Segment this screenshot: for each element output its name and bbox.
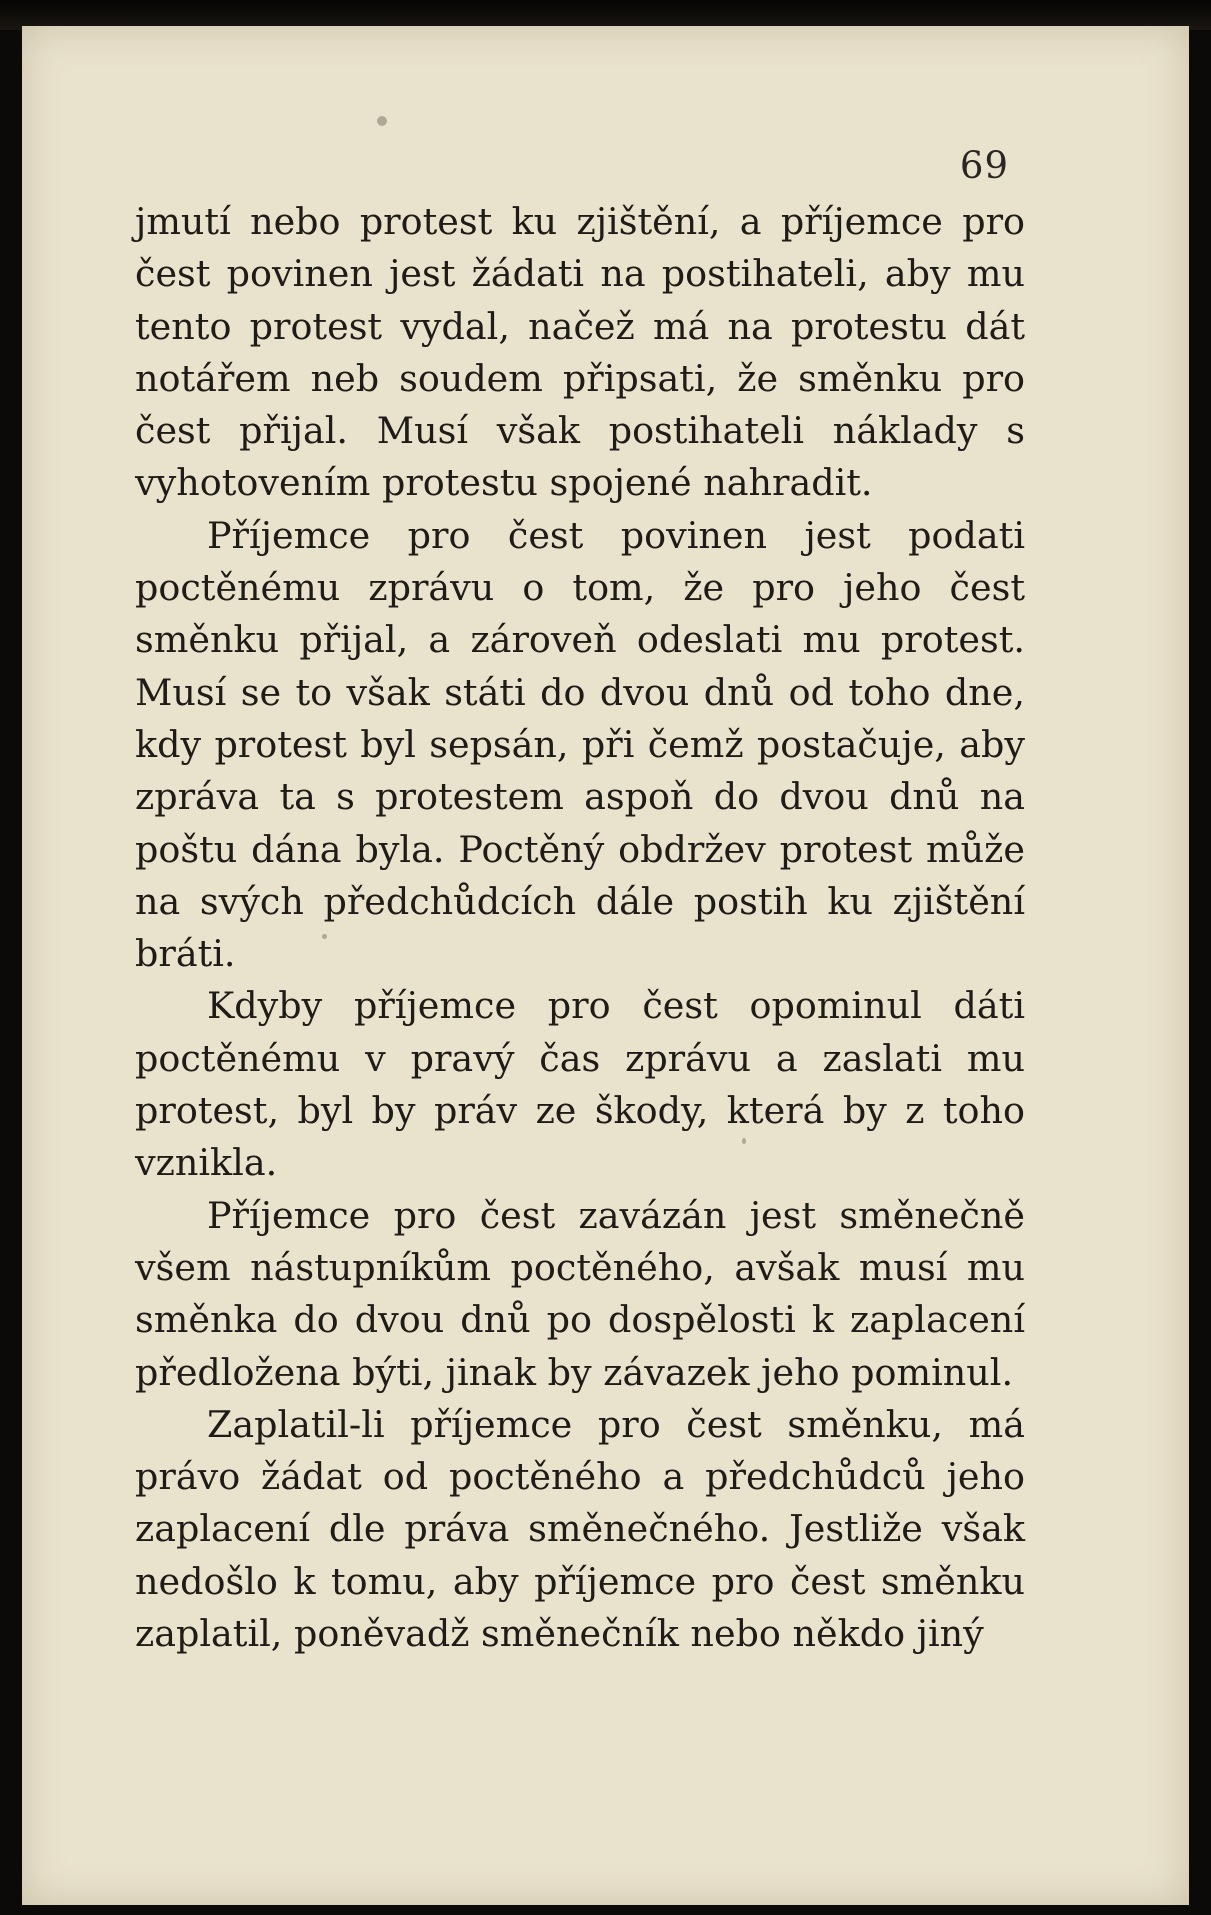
paragraph: Příjemce pro čest zavázán jest směnečně všem nástupníkům poctěného, avšak musí mu směnka do dvou dnů po dospělosti k zaplacení předložena býti, jinak by závazek jeho pominul. xyxy=(135,1193,1025,1394)
book-page xyxy=(22,26,1189,1905)
ink-speck xyxy=(377,116,387,126)
paragraph: Kdyby příjemce pro čest opominul dáti poctěnému v pravý čas zprávu a zaslati mu protest, byl by práv ze škody, která by z toho vznikla. xyxy=(135,984,1025,1185)
page-number: 69 xyxy=(959,144,1009,187)
paragraph: Zaplatil-li příjemce pro čest směnku, má právo žádat od poctěného a předchůdců jeho zaplacení dle práva směnečného. Jestliže však nedošlo k tomu, aby příjemce pro čest směnku zaplatil, poněvadž směnečník nebo někdo jiný xyxy=(135,1402,1025,1656)
paragraph: Příjemce pro čest povinen jest podati poctěnému zprávu o tom, že pro jeho čest směnku přijal, a zároveň odeslati mu protest. Musí se to však státi do dvou dnů od toho dne, kdy protest byl sepsán, při čemž postačuje, aby zpráva ta s protestem aspoň do dvou dnů na poštu dána byla. Poctěný obdržev protest může na svých předchůdcích dále postih ku zjištění bráti. xyxy=(135,513,1025,976)
paragraph: jmutí nebo protest ku zjištění, a příjemce pro čest povinen jest žádati na postihateli, aby mu tento protest vydal, načež má na protestu dát notářem neb soudem připsati, že směnku pro čest přijal. Musí však postihateli náklady s vyhotovením protestu spojené nahradit. xyxy=(135,200,1025,505)
body-text xyxy=(135,196,1025,1660)
